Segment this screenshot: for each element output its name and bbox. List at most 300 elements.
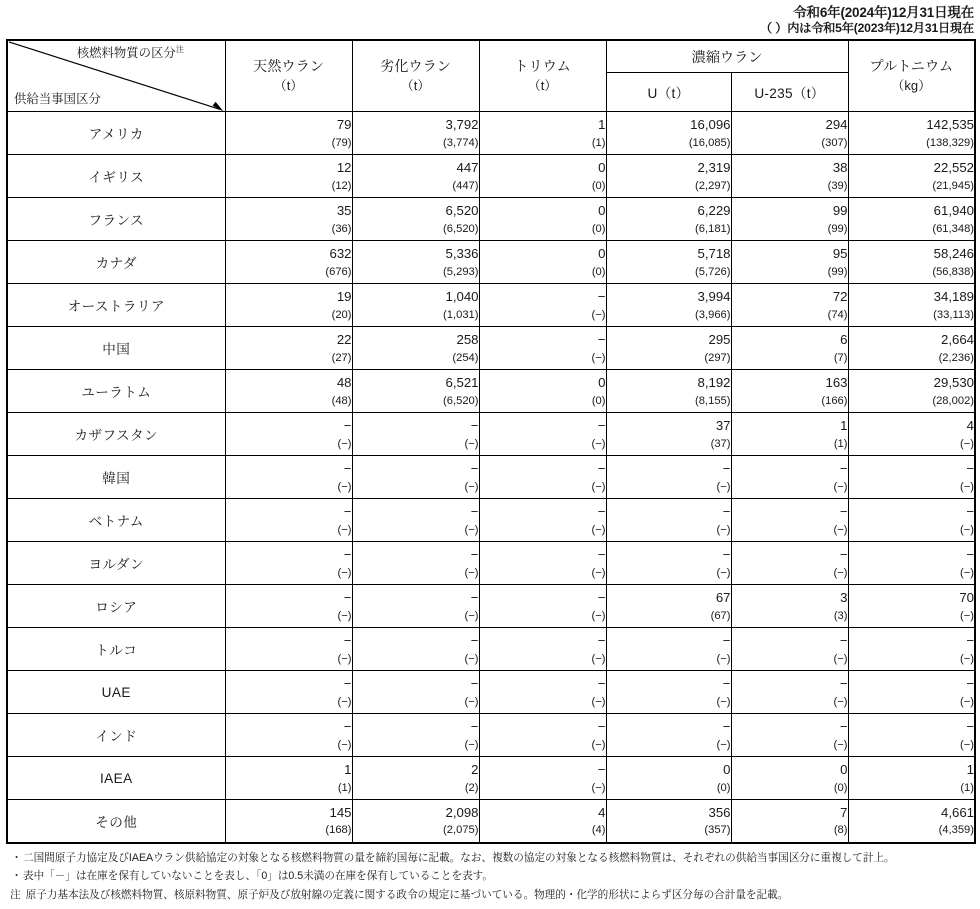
cell-current-value: 7 — [840, 804, 848, 820]
table-row — [7, 800, 975, 843]
cell-enriched-u — [606, 757, 731, 800]
cell-current-value: 6 — [840, 332, 848, 348]
cell-enriched-u — [606, 198, 731, 241]
table-row — [7, 671, 975, 714]
cell-previous-value: (−) — [716, 523, 731, 536]
row-country-label: 韓国 — [7, 456, 225, 499]
cell-current-value: 0 — [723, 762, 731, 778]
cell-u235 — [731, 628, 848, 671]
header-thorium — [479, 40, 606, 112]
table-row — [7, 757, 975, 800]
row-country-label: IAEA — [7, 757, 225, 800]
cell-previous-value: (27) — [331, 351, 352, 364]
cell-current-value: − — [470, 418, 479, 434]
header-depleted-uranium — [352, 40, 479, 112]
cell-previous-value: (61,348) — [932, 222, 975, 235]
cell-depleted-u — [352, 499, 479, 542]
cell-current-value: 6,520 — [445, 203, 479, 219]
cell-current-value: 4 — [598, 804, 606, 820]
cell-previous-value: (−) — [960, 738, 975, 751]
header-enriched-uranium-u: U（t） — [606, 73, 731, 112]
cell-natural-u — [225, 499, 352, 542]
cell-previous-value: (99) — [827, 265, 848, 278]
cell-depleted-u — [352, 714, 479, 757]
cell-plutonium — [848, 628, 975, 671]
cell-depleted-u — [352, 413, 479, 456]
cell-previous-value: (−) — [591, 566, 606, 579]
cell-previous-value: (0) — [591, 394, 606, 407]
cell-current-value: 1 — [840, 418, 848, 434]
cell-current-value: − — [470, 719, 479, 735]
cell-previous-value: (1) — [591, 136, 606, 149]
row-country-label: オーストラリア — [7, 284, 225, 327]
cell-plutonium — [848, 499, 975, 542]
table-row — [7, 499, 975, 542]
cell-enriched-u — [606, 671, 731, 714]
row-country-label: その他 — [7, 800, 225, 843]
cell-previous-value: (−) — [464, 652, 479, 665]
cell-current-value: − — [470, 504, 479, 520]
cell-current-value: 5,336 — [445, 246, 479, 262]
cell-current-value: 3,994 — [697, 289, 731, 305]
cell-current-value: − — [722, 676, 731, 692]
cell-thorium — [479, 112, 606, 155]
cell-previous-value: (6,520) — [443, 222, 479, 235]
cell-previous-value: (3) — [833, 609, 848, 622]
row-country-label: カザフスタン — [7, 413, 225, 456]
header-plutonium-unit: （kg） — [891, 77, 932, 93]
cell-current-value: − — [597, 289, 606, 305]
cell-current-value: − — [839, 633, 848, 649]
cell-previous-value: (166) — [821, 394, 848, 407]
cell-current-value: 356 — [708, 804, 731, 820]
cell-previous-value: (−) — [833, 480, 848, 493]
cell-plutonium — [848, 714, 975, 757]
cell-previous-value: (8) — [833, 824, 848, 837]
cell-previous-value: (56,838) — [932, 265, 975, 278]
row-country-label: インド — [7, 714, 225, 757]
cell-previous-value: (0) — [591, 265, 606, 278]
cell-current-value: − — [966, 676, 975, 692]
cell-u235 — [731, 671, 848, 714]
cell-current-value: 37 — [715, 418, 731, 434]
cell-thorium — [479, 628, 606, 671]
note-marker-row — [10, 888, 972, 904]
cell-previous-value: (1) — [337, 781, 352, 794]
cell-current-value: 0 — [598, 203, 606, 219]
cell-thorium — [479, 456, 606, 499]
cell-previous-value: (−) — [464, 480, 479, 493]
cell-previous-value: (−) — [337, 480, 352, 493]
cell-previous-value: (−) — [833, 566, 848, 579]
cell-previous-value: (−) — [337, 566, 352, 579]
table-row — [7, 456, 975, 499]
cell-previous-value: (0) — [591, 222, 606, 235]
cell-previous-value: (−) — [337, 523, 352, 536]
cell-current-value: 163 — [825, 375, 848, 391]
cell-current-value: 1 — [598, 117, 606, 133]
cell-previous-value: (36) — [331, 222, 352, 235]
cell-enriched-u — [606, 370, 731, 413]
table-row — [7, 112, 975, 155]
table-row — [7, 284, 975, 327]
cell-thorium — [479, 585, 606, 628]
cell-enriched-u — [606, 800, 731, 843]
table-row — [7, 413, 975, 456]
cell-previous-value: (−) — [833, 523, 848, 536]
header-natural-uranium — [225, 40, 352, 112]
cell-previous-value: (48) — [331, 394, 352, 407]
report-date-current: 令和6年(2024年)12月31日現在 — [793, 5, 974, 20]
cell-previous-value: (1) — [960, 781, 975, 794]
cell-current-value: 145 — [329, 804, 352, 820]
table-header — [7, 40, 975, 112]
cell-depleted-u — [352, 456, 479, 499]
cell-depleted-u — [352, 671, 479, 714]
row-country-label: ヨルダン — [7, 542, 225, 585]
cell-previous-value: (7) — [833, 351, 848, 364]
cell-previous-value: (−) — [591, 781, 606, 794]
cell-enriched-u — [606, 499, 731, 542]
cell-current-value: 58,246 — [933, 246, 975, 262]
cell-plutonium — [848, 284, 975, 327]
cell-current-value: 632 — [329, 246, 352, 262]
cell-previous-value: (12) — [331, 179, 352, 192]
cell-current-value: − — [343, 633, 352, 649]
cell-current-value: 22 — [336, 332, 352, 348]
cell-previous-value: (16,085) — [688, 136, 731, 149]
cell-enriched-u — [606, 542, 731, 585]
cell-natural-u — [225, 112, 352, 155]
cell-current-value: − — [722, 547, 731, 563]
cell-thorium — [479, 241, 606, 284]
cell-current-value: − — [839, 676, 848, 692]
header-natural-uranium-label: 天然ウラン — [253, 58, 324, 75]
cell-previous-value: (−) — [591, 523, 606, 536]
cell-current-value: 1,040 — [445, 289, 479, 305]
cell-u235 — [731, 456, 848, 499]
cell-previous-value: (2) — [464, 781, 479, 794]
cell-current-value: − — [597, 719, 606, 735]
cell-current-value: 5,718 — [697, 246, 731, 262]
cell-natural-u — [225, 671, 352, 714]
cell-plutonium — [848, 542, 975, 585]
cell-current-value: − — [839, 547, 848, 563]
header-plutonium-label: プルトニウム — [869, 58, 954, 75]
cell-u235 — [731, 499, 848, 542]
cell-current-value: − — [597, 504, 606, 520]
cell-current-value: 142,535 — [926, 117, 975, 133]
cell-enriched-u — [606, 413, 731, 456]
cell-previous-value: (−) — [716, 480, 731, 493]
cell-previous-value: (4) — [591, 824, 606, 837]
cell-thorium — [479, 284, 606, 327]
cell-previous-value: (−) — [960, 437, 975, 450]
cell-current-value: − — [597, 676, 606, 692]
cell-previous-value: (5,293) — [443, 265, 479, 278]
cell-previous-value: (−) — [591, 738, 606, 751]
cell-enriched-u — [606, 241, 731, 284]
table-row — [7, 714, 975, 757]
cell-current-value: 70 — [959, 590, 975, 606]
cell-natural-u — [225, 757, 352, 800]
cell-current-value: 0 — [598, 375, 606, 391]
cell-previous-value: (−) — [464, 437, 479, 450]
cell-current-value: 79 — [336, 117, 352, 133]
cell-current-value: − — [470, 590, 479, 606]
cell-previous-value: (447) — [452, 179, 479, 192]
cell-previous-value: (−) — [337, 652, 352, 665]
header-natural-uranium-unit: （t） — [273, 77, 304, 93]
cell-previous-value: (2,075) — [443, 824, 479, 837]
cell-previous-value: (5,726) — [695, 265, 731, 278]
header-depleted-uranium-unit: （t） — [400, 77, 431, 93]
cell-current-value: − — [343, 461, 352, 477]
cell-u235 — [731, 585, 848, 628]
cell-u235 — [731, 112, 848, 155]
cell-u235 — [731, 241, 848, 284]
cell-natural-u — [225, 413, 352, 456]
cell-u235 — [731, 757, 848, 800]
cell-current-value: − — [597, 762, 606, 778]
note-marker-text: 原子力基本法及び核燃料物質、核原料物質、原子炉及び放射線の定義に関する政令の規定に基づいている。物理的・化学的形状によらず区分毎の合計量を記載。 — [25, 888, 789, 901]
cell-plutonium — [848, 757, 975, 800]
cell-current-value: − — [597, 590, 606, 606]
cell-enriched-u — [606, 155, 731, 198]
table-body — [7, 112, 975, 843]
cell-thorium — [479, 413, 606, 456]
cell-thorium — [479, 671, 606, 714]
cell-thorium — [479, 542, 606, 585]
cell-enriched-u — [606, 456, 731, 499]
cell-current-value: 67 — [715, 590, 731, 606]
cell-previous-value: (−) — [833, 652, 848, 665]
header-corner-top-text: 核燃料物質の区分 — [76, 45, 176, 60]
row-country-label: ロシア — [7, 585, 225, 628]
table-row — [7, 241, 975, 284]
cell-current-value: 4 — [966, 418, 975, 434]
cell-plutonium — [848, 413, 975, 456]
cell-current-value: 2,319 — [697, 160, 731, 176]
row-country-label: UAE — [7, 671, 225, 714]
table-container — [0, 39, 980, 844]
cell-previous-value: (−) — [960, 523, 975, 536]
cell-current-value: − — [343, 418, 352, 434]
cell-current-value: 35 — [336, 203, 352, 219]
cell-previous-value: (20) — [331, 308, 352, 321]
row-country-label: ベトナム — [7, 499, 225, 542]
cell-current-value: 4,661 — [941, 804, 975, 820]
cell-previous-value: (0) — [591, 179, 606, 192]
cell-current-value: 6,521 — [445, 375, 479, 391]
cell-current-value: 295 — [708, 332, 731, 348]
cell-current-value: 2,098 — [445, 804, 479, 820]
cell-current-value: 0 — [840, 762, 848, 778]
cell-thorium — [479, 198, 606, 241]
cell-enriched-u — [606, 284, 731, 327]
cell-thorium — [479, 499, 606, 542]
cell-previous-value: (3,966) — [695, 308, 731, 321]
cell-plutonium — [848, 456, 975, 499]
cell-enriched-u — [606, 327, 731, 370]
cell-depleted-u — [352, 112, 479, 155]
cell-u235 — [731, 800, 848, 843]
cell-natural-u — [225, 284, 352, 327]
cell-previous-value: (−) — [960, 652, 975, 665]
row-country-label: カナダ — [7, 241, 225, 284]
report-date-block — [0, 0, 980, 39]
cell-previous-value: (28,002) — [932, 394, 975, 407]
cell-u235 — [731, 284, 848, 327]
cell-enriched-u — [606, 585, 731, 628]
cell-previous-value: (−) — [716, 738, 731, 751]
cell-depleted-u — [352, 585, 479, 628]
cell-natural-u — [225, 800, 352, 843]
cell-current-value: − — [722, 461, 731, 477]
cell-previous-value: (−) — [960, 695, 975, 708]
cell-previous-value: (−) — [960, 566, 975, 579]
cell-current-value: 8,192 — [697, 375, 731, 391]
cell-previous-value: (297) — [704, 351, 731, 364]
cell-current-value: − — [966, 461, 975, 477]
cell-current-value: 22,552 — [933, 160, 975, 176]
cell-previous-value: (−) — [716, 695, 731, 708]
row-country-label: フランス — [7, 198, 225, 241]
header-corner-superscript: 注 — [175, 44, 184, 54]
cell-plutonium — [848, 198, 975, 241]
cell-previous-value: (−) — [464, 523, 479, 536]
cell-current-value: 2,664 — [941, 332, 975, 348]
cell-current-value: − — [597, 418, 606, 434]
cell-current-value: 447 — [456, 160, 479, 176]
cell-plutonium — [848, 327, 975, 370]
table-row — [7, 370, 975, 413]
cell-current-value: 38 — [832, 160, 848, 176]
cell-previous-value: (2,236) — [938, 351, 975, 364]
cell-previous-value: (−) — [716, 566, 731, 579]
cell-current-value: 29,530 — [933, 375, 975, 391]
cell-current-value: − — [597, 332, 606, 348]
cell-current-value: 19 — [336, 289, 352, 305]
cell-previous-value: (168) — [325, 824, 352, 837]
cell-previous-value: (2,297) — [695, 179, 731, 192]
cell-natural-u — [225, 456, 352, 499]
cell-previous-value: (1) — [833, 437, 848, 450]
cell-current-value: − — [839, 719, 848, 735]
cell-previous-value: (−) — [716, 652, 731, 665]
header-corner-cell — [7, 40, 225, 112]
cell-previous-value: (−) — [337, 437, 352, 450]
cell-current-value: 1 — [344, 762, 352, 778]
cell-natural-u — [225, 542, 352, 585]
cell-previous-value: (−) — [591, 695, 606, 708]
cell-previous-value: (−) — [464, 609, 479, 622]
cell-previous-value: (39) — [827, 179, 848, 192]
cell-current-value: 0 — [598, 246, 606, 262]
header-depleted-uranium-label: 劣化ウラン — [380, 58, 451, 75]
cell-plutonium — [848, 671, 975, 714]
table-row — [7, 542, 975, 585]
cell-u235 — [731, 155, 848, 198]
cell-current-value: 6,229 — [697, 203, 731, 219]
cell-previous-value: (67) — [710, 609, 731, 622]
cell-current-value: − — [343, 504, 352, 520]
cell-current-value: − — [470, 461, 479, 477]
cell-previous-value: (6,181) — [695, 222, 731, 235]
cell-thorium — [479, 155, 606, 198]
cell-current-value: − — [470, 547, 479, 563]
table-row — [7, 327, 975, 370]
cell-previous-value: (−) — [337, 609, 352, 622]
cell-depleted-u — [352, 284, 479, 327]
footnote-row — [10, 869, 972, 885]
cell-current-value: 34,189 — [933, 289, 975, 305]
cell-plutonium — [848, 155, 975, 198]
cell-plutonium — [848, 370, 975, 413]
cell-depleted-u — [352, 542, 479, 585]
cell-thorium — [479, 370, 606, 413]
cell-previous-value: (307) — [821, 136, 848, 149]
cell-u235 — [731, 542, 848, 585]
header-thorium-label: トリウム — [514, 58, 571, 75]
cell-previous-value: (6,520) — [443, 394, 479, 407]
cell-depleted-u — [352, 327, 479, 370]
cell-u235 — [731, 714, 848, 757]
cell-depleted-u — [352, 241, 479, 284]
row-country-label: トルコ — [7, 628, 225, 671]
cell-previous-value: (−) — [337, 738, 352, 751]
cell-previous-value: (0) — [833, 781, 848, 794]
cell-previous-value: (−) — [337, 695, 352, 708]
cell-thorium — [479, 714, 606, 757]
cell-plutonium — [848, 585, 975, 628]
cell-u235 — [731, 198, 848, 241]
cell-current-value: − — [470, 633, 479, 649]
cell-depleted-u — [352, 628, 479, 671]
nuclear-material-table — [6, 39, 976, 844]
cell-natural-u — [225, 327, 352, 370]
table-row — [7, 628, 975, 671]
cell-natural-u — [225, 628, 352, 671]
cell-current-value: 2 — [471, 762, 479, 778]
footnote-bullet-icon: ・ — [11, 869, 22, 882]
cell-current-value: 99 — [832, 203, 848, 219]
cell-previous-value: (676) — [325, 265, 352, 278]
cell-previous-value: (99) — [827, 222, 848, 235]
footnotes-block — [0, 844, 980, 904]
cell-depleted-u — [352, 155, 479, 198]
cell-previous-value: (−) — [464, 695, 479, 708]
cell-u235 — [731, 370, 848, 413]
cell-previous-value: (138,329) — [926, 136, 975, 149]
cell-depleted-u — [352, 370, 479, 413]
cell-previous-value: (−) — [591, 480, 606, 493]
footnote-bullet-icon: ・ — [11, 851, 22, 864]
cell-current-value: 3 — [840, 590, 848, 606]
cell-current-value: − — [597, 633, 606, 649]
cell-current-value: − — [966, 633, 975, 649]
cell-plutonium — [848, 800, 975, 843]
cell-previous-value: (−) — [960, 609, 975, 622]
cell-current-value: − — [722, 633, 731, 649]
cell-depleted-u — [352, 757, 479, 800]
cell-enriched-u — [606, 714, 731, 757]
cell-current-value: 72 — [832, 289, 848, 305]
cell-previous-value: (−) — [833, 738, 848, 751]
cell-depleted-u — [352, 198, 479, 241]
header-corner-top-label — [8, 43, 225, 61]
cell-current-value: 12 — [336, 160, 352, 176]
